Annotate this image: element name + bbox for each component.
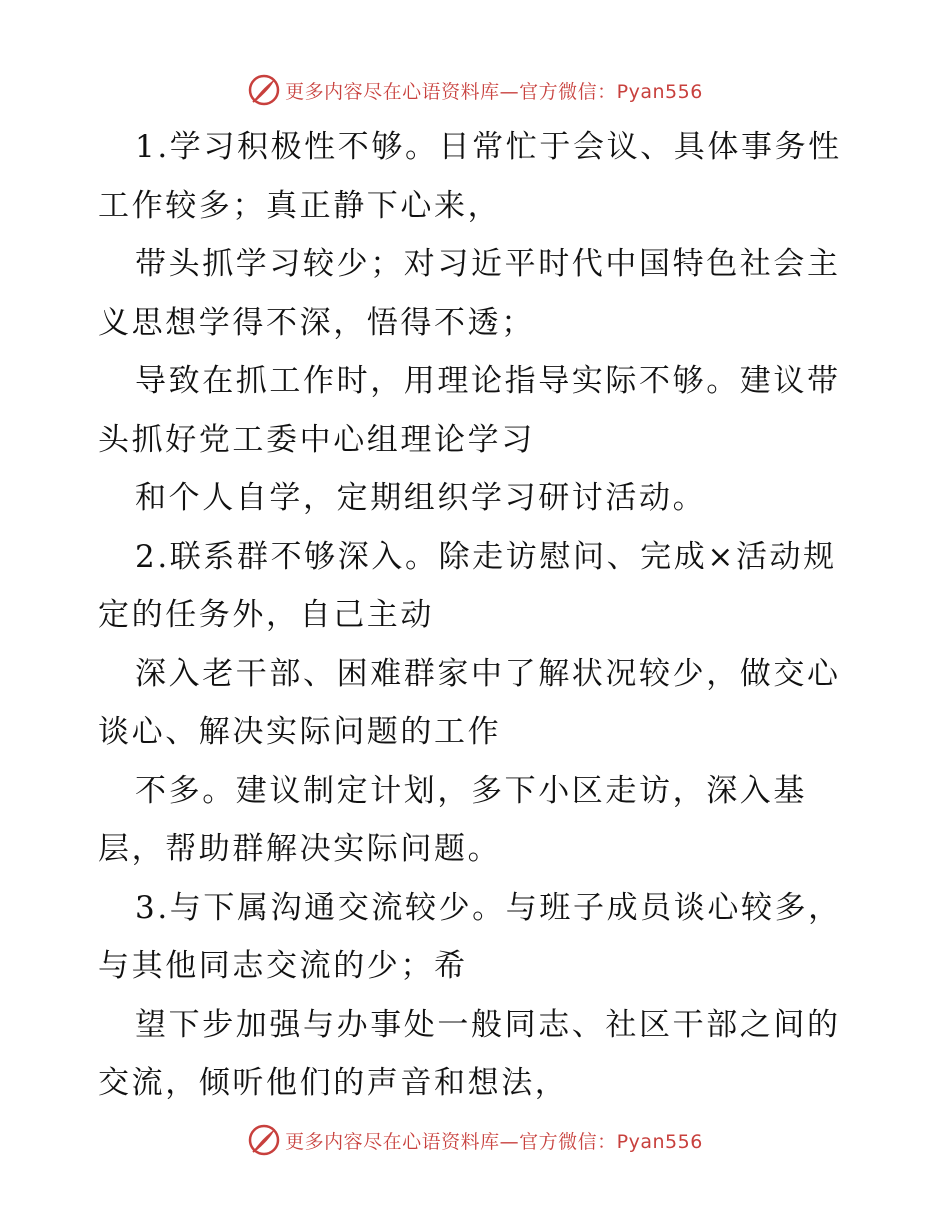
text-line: 不多。建议制定计划，多下小区走访，深入基 (135, 772, 807, 809)
text-line: 2.联系群不够深入。除走访慰问、完成×活动规 (135, 538, 837, 575)
footer-watermark (0, 1120, 950, 1160)
text-line: 1.学习积极性不够。日常忙于会议、具体事务性 (135, 129, 842, 165)
feather-logo-icon (247, 73, 281, 107)
text-line: 头抓好党工委中心组理论学习 (98, 421, 535, 458)
text-line: 望下步加强与办事处一般同志、社区干部之间的 (135, 1006, 841, 1043)
watermark-text: 更多内容尽在心语资料库—官方微信：Pyan556 (285, 1130, 703, 1153)
text-line: 导致在抓工作时，用理论指导实际不够。建议带 (135, 363, 841, 399)
document-body (98, 118, 858, 1113)
feather-logo-icon (247, 1123, 281, 1157)
text-line: 和个人自学，定期组织学习研讨活动。 (135, 480, 707, 516)
text-line: 定的任务外，自己主动 (98, 597, 434, 633)
text-line: 带头抓学习较少；对习近平时代中国特色社会主 (135, 246, 841, 282)
header-watermark (0, 70, 950, 110)
text-line: 层，帮助群解决实际问题。 (98, 831, 502, 867)
text-line: 与其他同志交流的少；希 (98, 948, 468, 984)
watermark-text: 更多内容尽在心语资料库—官方微信：Pyan556 (285, 80, 703, 103)
text-line: 3.与下属沟通交流较少。与班子成员谈心较多， (135, 889, 842, 926)
text-line: 交流，倾听他们的声音和想法， (98, 1065, 569, 1101)
text-line: 深入老干部、困难群家中了解状况较少，做交心 (135, 655, 841, 692)
text-line: 义思想学得不深，悟得不透； (98, 304, 535, 341)
text-line: 工作较多；真正静下心来， (98, 187, 502, 224)
text-line: 谈心、解决实际问题的工作 (98, 714, 502, 750)
